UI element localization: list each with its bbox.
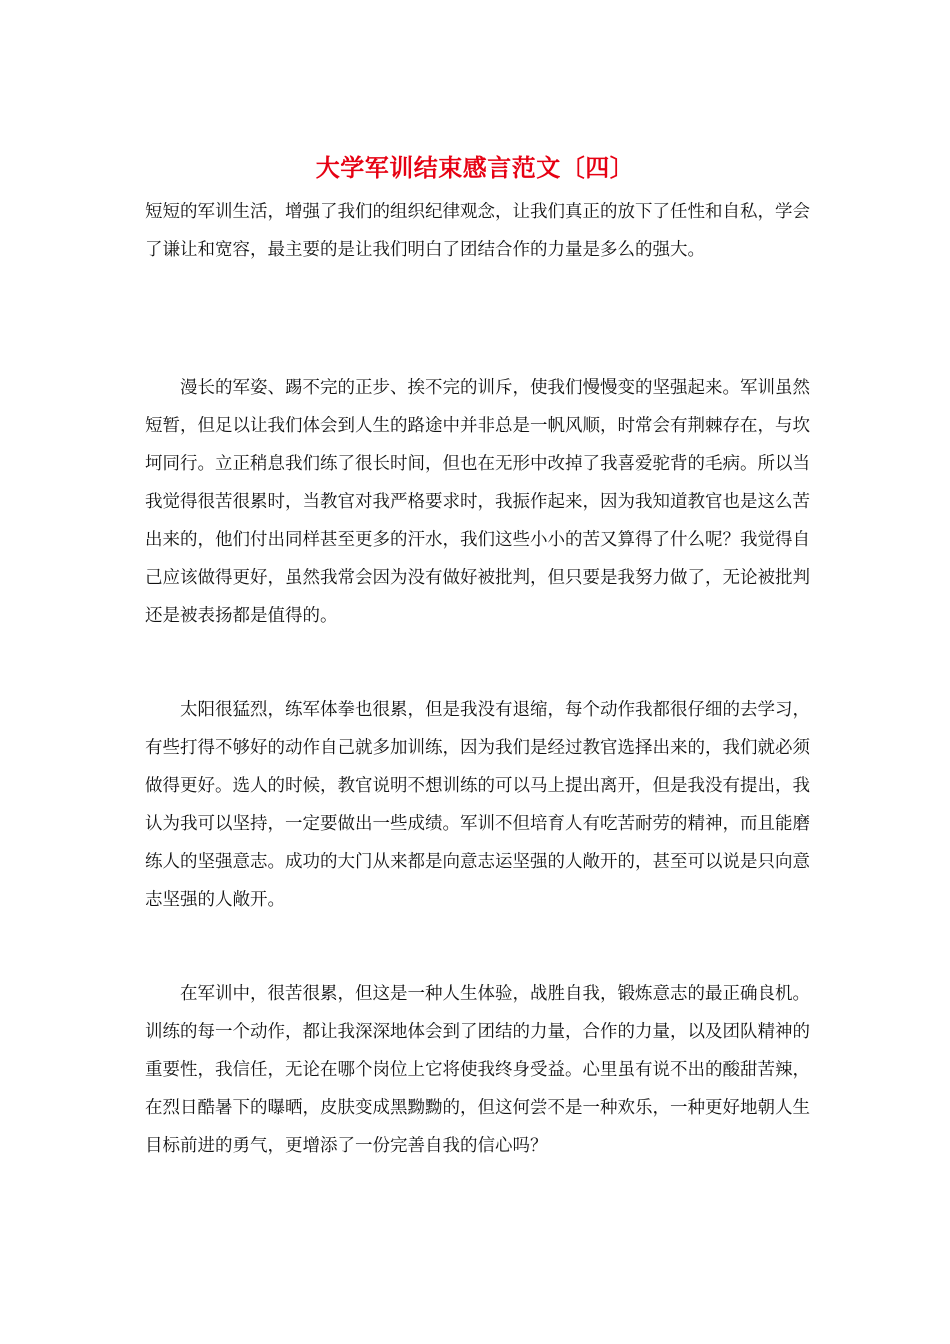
paragraph-3: 太阳很猛烈，练军体拳也很累，但是我没有退缩，每个动作我都很仔细的去学习，有些打得不够好的动作自己就多加训练，因为我们是经过教官选择出来的，我们就必须做得更好。选人的时候，教官说明不想训练的可以马上提出离开，但是我没有提出，我认为我可以坚持，一定要做出一些成绩。军训不但培育人有吃苦耐劳的精神，而且能磨练人的坚强意志。成功的大门从来都是向意志运坚强的人敞开的，甚至可以说是只向意志坚强的人敞开。 — [145, 700, 810, 910]
paragraph-1: 短短的军训生活，增强了我们的组织纪律观念，让我们真正的放下了任性和自私，学会了谦让和宽容，最主要的是让我们明白了团结合作的力量是多么的强大。 — [145, 202, 810, 260]
paragraph-2: 漫长的军姿、踢不完的正步、挨不完的训斥，使我们慢慢变的坚强起来。军训虽然短暂，但足以让我们体会到人生的路途中并非总是一帆风顺，时常会有荆棘存在，与坎坷同行。立正稍息我们练了很长时间，但也在无形中改掉了我喜爱驼背的毛病。所以当我觉得很苦很累时，当教官对我严格要求时，我振作起来，因为我知道教官也是这么苦出来的，他们付出同样甚至更多的汗水，我们这些小小的苦又算得了什么呢？我觉得自己应该做得更好，虽然我常会因为没有做好被批判，但只要是我努力做了，无论被批判还是被表扬都是值得的。 — [145, 378, 810, 626]
document-title: 大学军训结束感言范文〔四〕 — [315, 153, 635, 182]
paragraph-4: 在军训中，很苦很累，但这是一种人生体验，战胜自我，锻炼意志的最正确良机。训练的每一个动作，都让我深深地体会到了团结的力量，合作的力量，以及团队精神的重要性，我信任，无论在哪个岗位上它将使我终身受益。心里虽有说不出的酸甜苦辣，在烈日酷暑下的曝晒，皮肤变成黑黝黝的，但这何尝不是一种欢乐，一种更好地朝人生目标前进的勇气，更增添了一份完善自我的信心吗？ — [145, 984, 810, 1156]
